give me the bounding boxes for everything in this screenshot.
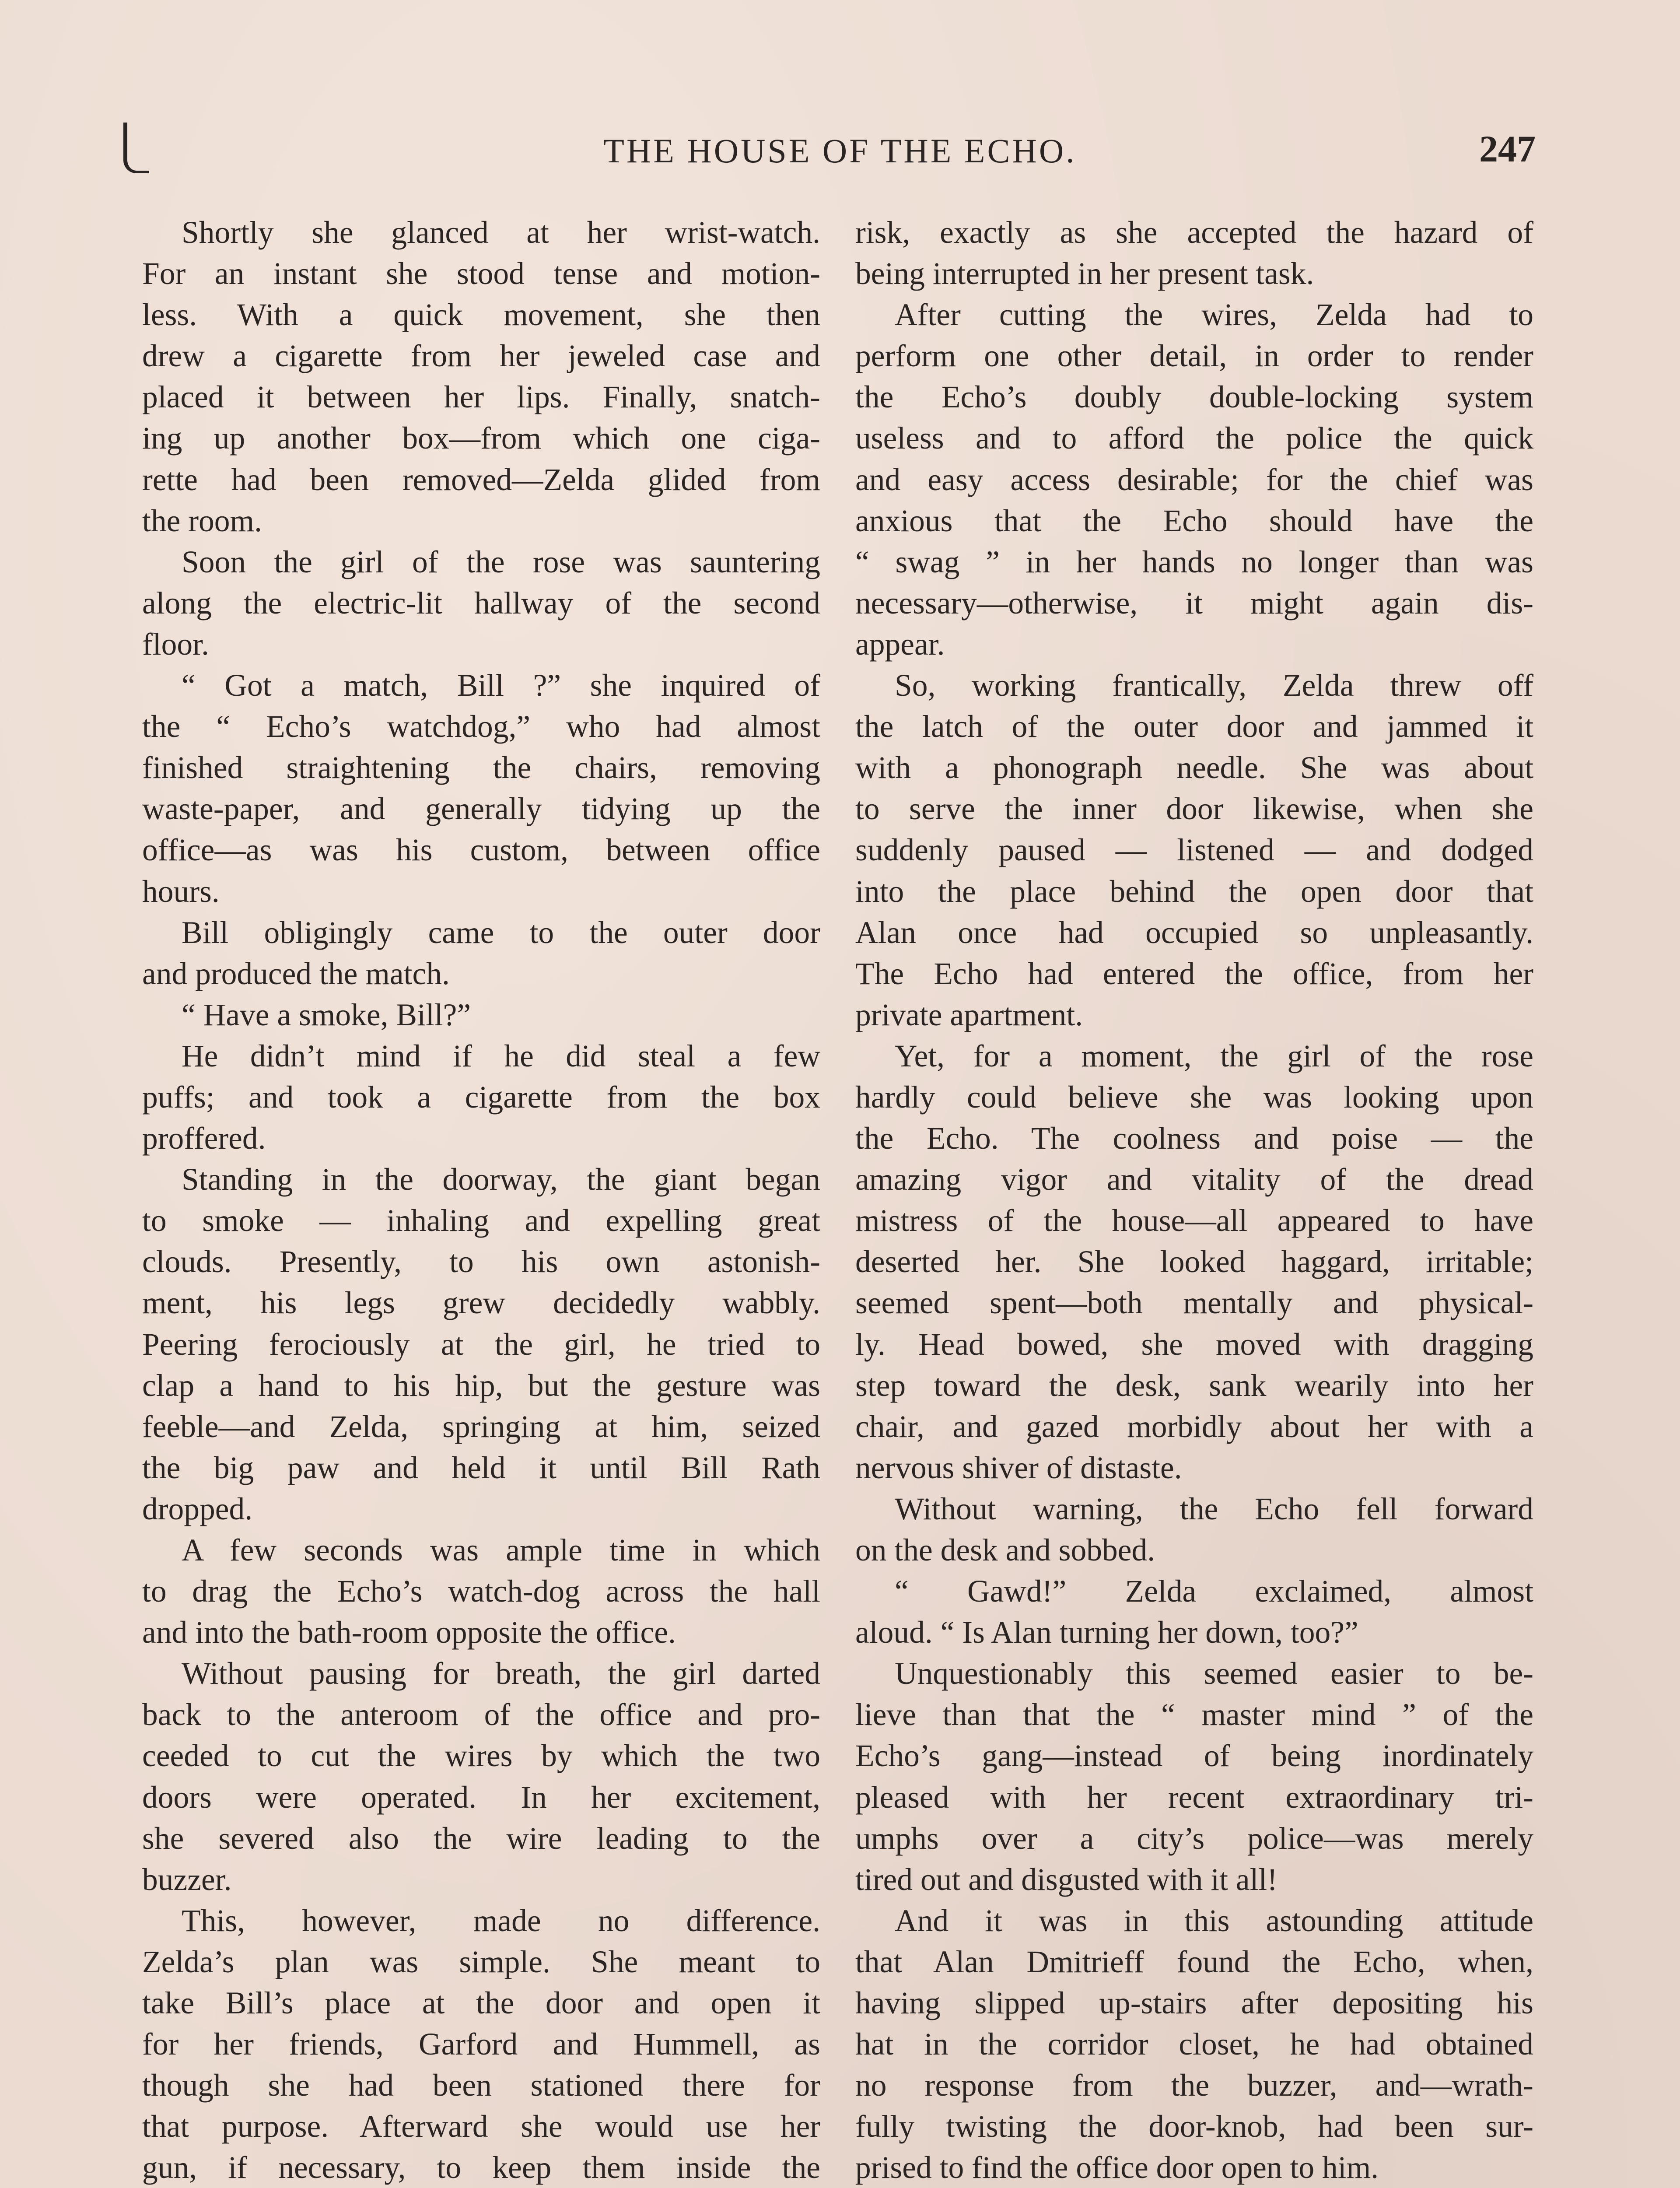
text-line: “ Got a match, Bill ?” she inquired of [182,668,820,703]
text-line: ceeded to cut the wires by which the two [142,1739,820,1774]
text-line: After cutting the wires, Zelda had to [895,298,1533,333]
text-line: necessary—otherwise, it might again dis- [855,586,1533,621]
text-line: the “ Echo’s watchdog,” who had almost [142,709,820,744]
text-line: amazing vigor and vitality of the dread [855,1162,1533,1197]
text-line: puffs; and took a cigarette from the box [142,1080,820,1115]
text-line: along the electric-lit hallway of the second [142,586,820,621]
text-line: she severed also the wire leading to the [142,1821,820,1856]
text-line: Yet, for a moment, the girl of the rose [895,1038,1533,1073]
text-line: Shortly she glanced at her wrist-watch. [182,215,820,250]
text-line: “ swag ” in her hands no longer than was [855,544,1533,579]
text-line: private apartment. [855,997,1083,1032]
text-line: and into the bath-room opposite the office. [142,1615,676,1650]
text-line: nervous shiver of distaste. [855,1450,1182,1485]
text-line: chair, and gazed morbidly about her with a [855,1409,1533,1444]
text-line: on the desk and sobbed. [855,1533,1155,1567]
text-line: that purpose. Afterward she would use her [142,2109,820,2144]
text-line: less. With a quick movement, she then [142,298,820,333]
text-line: seemed spent—both mentally and physical- [855,1286,1533,1321]
text-line: clouds. Presently, to his own astonish- [142,1245,820,1280]
text-line: tired out and disgusted with it all! [855,1862,1278,1897]
text-line: hours. [142,874,220,909]
text-line: Soon the girl of the rose was sauntering [182,544,820,579]
text-line: Standing in the doorway, the giant began [182,1162,820,1197]
running-title: THE HOUSE OF THE ECHO. [603,132,1077,170]
text-line: the room. [142,503,262,538]
text-line: buzzer. [142,1862,232,1897]
text-line: doors were operated. In her excitement, [142,1780,820,1815]
text-line: with a phonograph needle. She was about [855,750,1533,785]
text-line: aloud. “ Is Alan turning her down, too?” [855,1615,1358,1650]
right-column [855,212,1533,2188]
text-line: useless and to afford the police the quick [855,421,1533,456]
text-line: the big paw and held it until Bill Rath [142,1450,820,1485]
text-line: ly. Head bowed, she moved with dragging [855,1327,1533,1362]
text-line: take Bill’s place at the door and open it [142,1986,820,2021]
text-line: drew a cigarette from her jeweled case and [142,339,820,374]
text-line: deserted her. She looked haggard, irritable; [855,1245,1533,1280]
text-line: the Echo. The coolness and poise — the [855,1121,1533,1156]
text-line: So, working frantically, Zelda threw off [895,668,1533,703]
text-line: step toward the desk, sank wearily into her [855,1368,1533,1403]
text-line: Bill obligingly came to the outer door [182,915,820,950]
text-line: proffered. [142,1121,266,1156]
text-line: The Echo had entered the office, from her [855,956,1533,991]
text-line: to smoke — inhaling and expelling great [142,1203,820,1238]
text-line: hardly could believe she was looking upon [855,1080,1533,1115]
text-line: placed it between her lips. Finally, snatch- [142,380,820,415]
text-line: into the place behind the open door that [855,874,1533,909]
text-line: He didn’t mind if he did steal a few [182,1038,820,1073]
text-line: perform one other detail, in order to render [855,339,1533,374]
text-line: Unquestionably this seemed easier to be- [895,1656,1533,1691]
text-line: suddenly paused — listened — and dodged [855,833,1533,868]
text-line: no response from the buzzer, and—wrath- [855,2068,1533,2103]
text-line: And it was in this astounding attitude [895,1903,1533,1938]
text-line: umphs over a city’s police—was merely [855,1821,1533,1856]
text-line: Echo’s gang—instead of being inordinately [855,1739,1533,1774]
text-line: that Alan Dmitrieff found the Echo, when, [855,1944,1533,1979]
text-line: Zelda’s plan was simple. She meant to [142,1944,820,1979]
text-line: For an instant she stood tense and motion- [142,256,820,291]
left-column [142,212,820,2188]
text-line: for her friends, Garford and Hummell, as [142,2027,820,2062]
text-line: waste-paper, and generally tidying up the [142,792,820,827]
text-line: ing up another box—from which one ciga- [142,421,820,456]
text-line: This, however, made no difference. [182,1903,820,1938]
text-line: “ Have a smoke, Bill?” [182,997,471,1032]
text-line: and easy access desirable; for the chief was [855,462,1533,497]
text-line: ment, his legs grew decidedly wabbly. [142,1286,820,1321]
text-line: Peering ferociously at the girl, he tried to [142,1327,820,1362]
text-line: mistress of the house—all appeared to have [855,1203,1533,1238]
text-line: to serve the inner door likewise, when she [855,792,1533,827]
text-line: Alan once had occupied so unpleasantly. [855,915,1533,950]
text-line: risk, exactly as she accepted the hazard of [855,215,1533,250]
text-line: clap a hand to his hip, but the gesture was [142,1368,820,1403]
text-line: the latch of the outer door and jammed it [855,709,1533,744]
text-line: office—as was his custom, between office [142,833,820,868]
text-line: rette had been removed—Zelda glided from [142,462,820,497]
text-line: floor. [142,627,209,662]
text-line: and produced the match. [142,956,450,991]
text-line: A few seconds was ample time in which [182,1533,820,1567]
text-line: dropped. [142,1491,253,1526]
text-line: gun, if necessary, to keep them inside the [142,2150,820,2185]
text-line: finished straightening the chairs, removing [142,750,820,785]
text-line: having slipped up-stairs after depositing his [855,1986,1533,2021]
text-line: though she had been stationed there for [142,2068,820,2103]
text-line: hat in the corridor closet, he had obtained [855,2027,1533,2062]
text-line: pleased with her recent extraordinary tri- [855,1780,1533,1815]
text-line: appear. [855,627,945,662]
page-number: 247 [1479,128,1536,170]
text-line: prised to find the office door open to him. [855,2150,1379,2185]
text-line: the Echo’s doubly double-locking system [855,380,1533,415]
text-line: being interrupted in her present task. [855,256,1314,291]
text-line: feeble—and Zelda, springing at him, seized [142,1409,820,1444]
text-line: back to the anteroom of the office and pro- [142,1697,820,1732]
text-line: to drag the Echo’s watch-dog across the hall [142,1574,820,1609]
text-line: Without pausing for breath, the girl darted [182,1656,820,1691]
text-line: anxious that the Echo should have the [855,503,1533,538]
text-line: Without warning, the Echo fell forward [895,1491,1533,1526]
text-line: “ Gawd!” Zelda exclaimed, almost [895,1574,1533,1609]
text-line: fully twisting the door-knob, had been sur- [855,2109,1533,2144]
text-line: lieve than that the “ master mind ” of the [855,1697,1533,1732]
